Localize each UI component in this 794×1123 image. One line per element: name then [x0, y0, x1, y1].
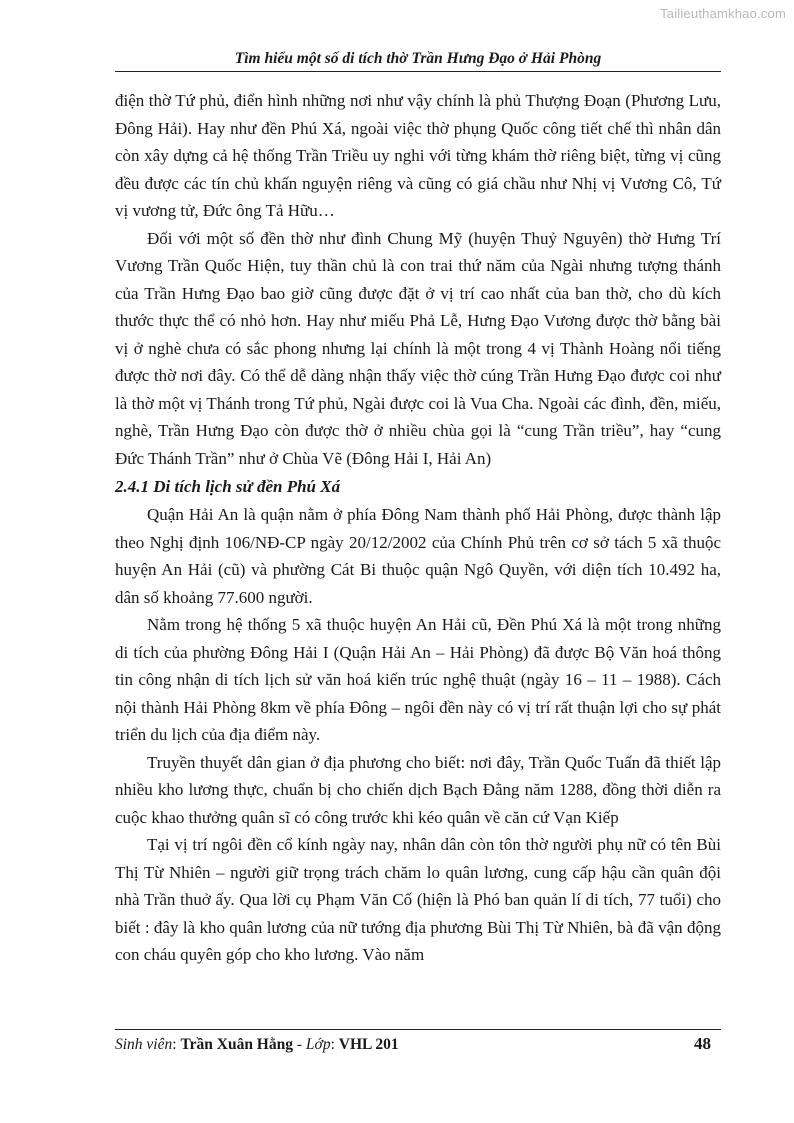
paragraph-2: Đối với một số đền thờ như đình Chung Mỹ (huyện Thuỷ Nguyên) thờ Hưng Trí Vương Trần Quốc Hiện, tuy thần chủ là con trai thứ năm của Ngài nhưng tượng thánh của Trần Hưng Đạo bao giờ cũng được đặt ở vị trí cao nhất của ban thờ, cho dù kích thước thực thể có nhỏ hơn. Hay như miếu Phả Lễ, Hưng Đạo Vương được thờ bằng bài vị ở nghè chưa có sắc phong nhưng lại chính là một trong 4 vị Thành Hoàng nổi tiếng được thờ nơi đây. Có thể dễ dàng nhận thấy việc thờ cúng Trần Hưng Đạo được coi như là thờ một vị Thánh trong Tứ phủ, Ngài được coi là Vua Cha. Ngoài các đình, đền, miếu, nghè, Trần Hưng Đạo còn được thờ ở nhiều chùa gọi là “cung Trần triều”, hay “cung Đức Thánh Trần” như ở Chùa Vẽ (Đông Hải I, Hải An): [115, 228, 721, 468]
paragraph-4: Nằm trong hệ thống 5 xã thuộc huyện An Hải cũ, Đền Phú Xá là một trong những di tích của phường Đông Hải I (Quận Hải An – Hải Phòng) đã được Bộ Văn hoá thông tin công nhận di tích lịch sử văn hoá kiến trúc nghệ thuật (ngày 16 – 11 – 1988). Cách nội thành Hải Phòng 8km về phía Đông – ngôi đền này có vị trí rất thuận lợi cho sự phát triển du lịch của địa điểm này.: [115, 615, 721, 744]
page-footer: [115, 1034, 721, 1054]
paragraph-1: điện thờ Tứ phủ, điển hình những nơi như vậy chính là phủ Thượng Đoạn (Phương Lưu, Đông Hải). Hay như đền Phú Xá, ngoài việc thờ phụng Quốc công tiết chế thì nhân dân còn xây dựng cả hệ thống Trần Triều uy nghi với từng khám thờ riêng biệt, từng vị cũng đều được các tín chủ khấn nguyện riêng và cũng có giá chầu như Nhị vị Vương Cô, Tứ vị vương tử, Đức ông Tả Hữu…: [115, 91, 721, 220]
document-body: [115, 87, 721, 969]
section-heading: 2.4.1 Di tích lịch sử đền Phú Xá: [115, 477, 341, 496]
footer-author-info: Sinh viên: Trần Xuân Hằng - Lớp: VHL 201: [115, 1036, 399, 1053]
class-value: VHL 201: [338, 1036, 399, 1053]
watermark: Tailieuthamkhao.com: [660, 6, 786, 21]
header-divider: [115, 71, 721, 72]
student-label: Sinh viên: [115, 1036, 173, 1053]
class-label: Lớp: [305, 1036, 331, 1053]
paragraph-5: Truyền thuyết dân gian ở địa phương cho biết: nơi đây, Trần Quốc Tuấn đã thiết lập nhiều kho lương thực, chuẩn bị cho chiến dịch Bạch Đằng năm 1288, đồng thời diễn ra cuộc khao thưởng quân sĩ có công trước khi kéo quân về căn cứ Vạn Kiếp: [115, 752, 721, 827]
footer-divider: [115, 1029, 721, 1030]
paragraph-3: Quận Hải An là quận nằm ở phía Đông Nam thành phố Hải Phòng, được thành lập theo Nghị định 106/NĐ-CP ngày 20/12/2002 của Chính Phủ trên cơ sở tách 5 xã thuộc huyện An Hải (cũ) và phường Cát Bi thuộc quận Ngô Quyền, với diện tích 10.492 ha, dân số khoảng 77.600 người.: [115, 505, 721, 607]
paragraph-6: Tại vị trí ngôi đền cổ kính ngày nay, nhân dân còn tôn thờ người phụ nữ có tên Bùi Thị Từ Nhiên – người giữ trọng trách chăm lo quân lương, cung cấp hậu cần quân đội nhà Trần thuở ấy. Qua lời cụ Phạm Văn Cố (hiện là Phó ban quản lí di tích, 77 tuổi) cho biết : đây là kho quân lương của nữ tướng địa phương Bùi Thị Từ Nhiên, bà đã vận động con cháu quyên góp cho kho lương. Vào năm: [115, 835, 721, 964]
student-name: Trần Xuân Hằng: [180, 1036, 293, 1053]
running-header-title: Tìm hiểu một số di tích thờ Trần Hưng Đạo ở Hải Phòng: [234, 50, 602, 67]
page-number: 48: [694, 1034, 711, 1053]
